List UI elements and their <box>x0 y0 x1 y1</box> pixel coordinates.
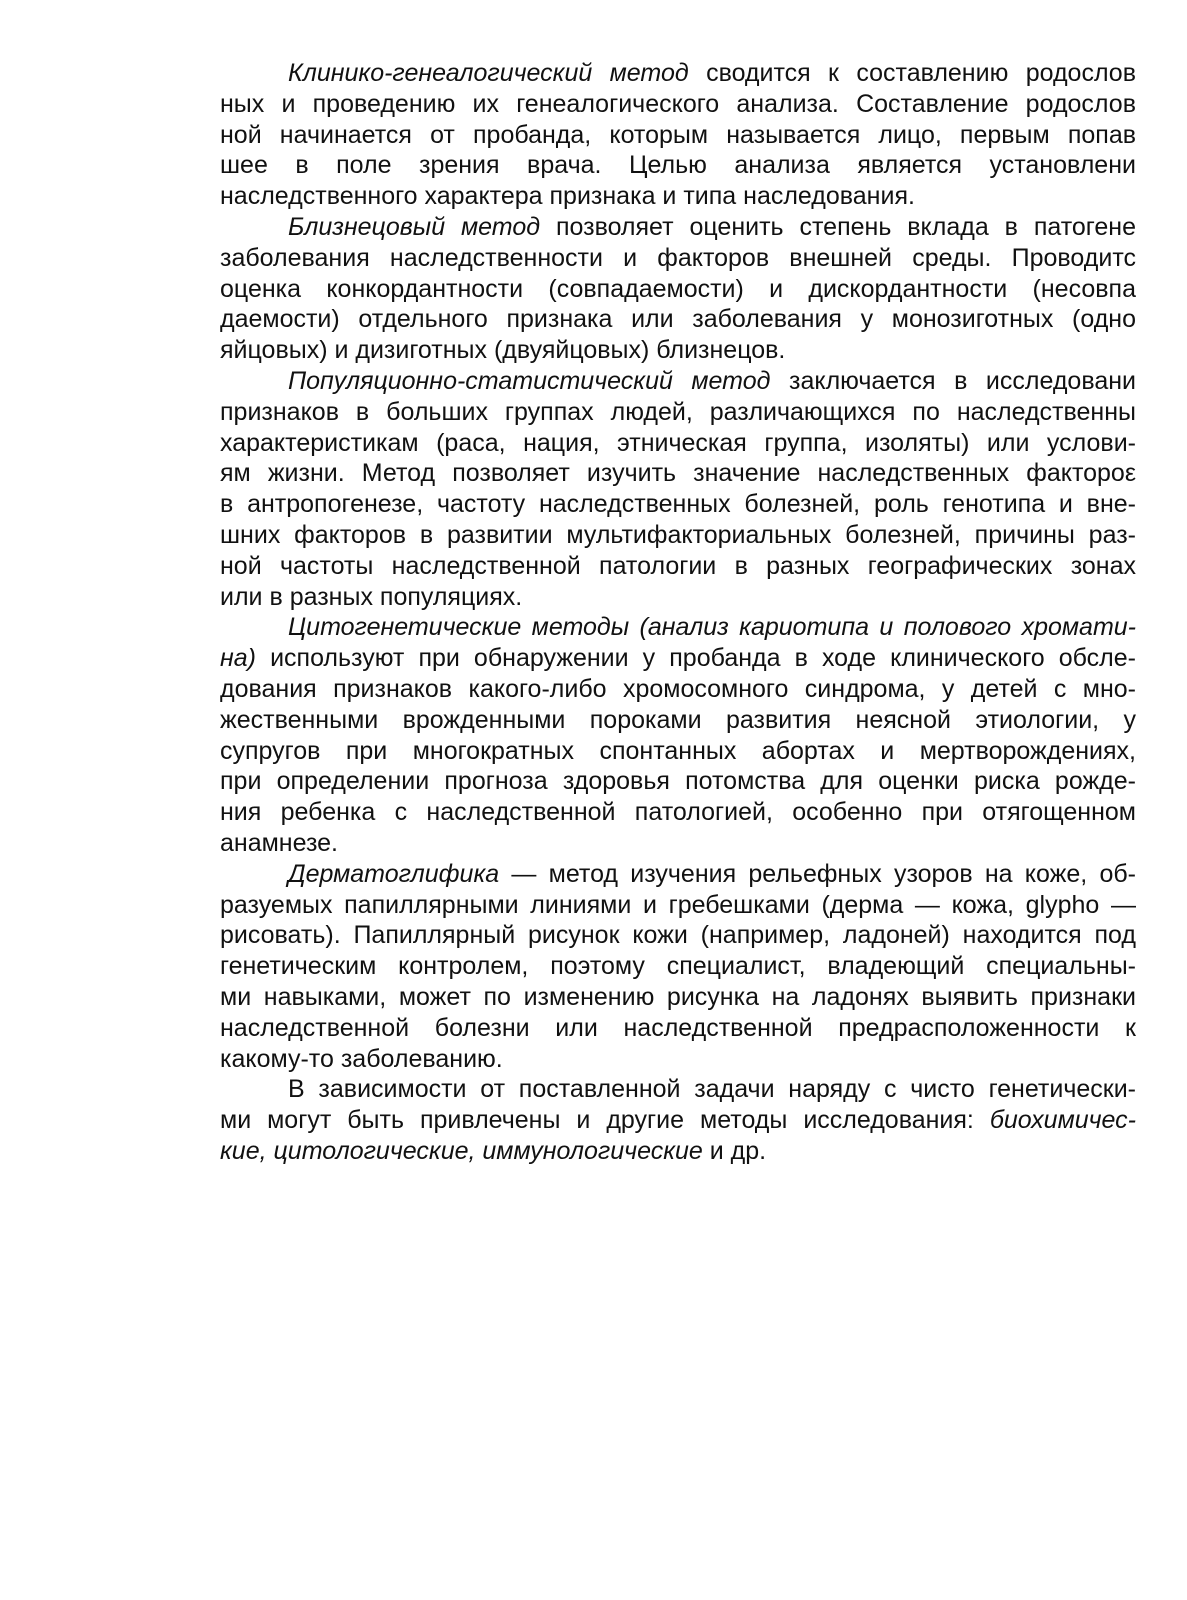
text-line <box>220 736 1136 767</box>
text-run: яйцовых) и дизиготных (двуяйцовых) близнецов. <box>220 336 786 365</box>
text-line <box>220 797 1136 828</box>
text-line <box>220 458 1136 489</box>
text-run: генетическим контролем, поэтому специалист, владеющий специальны- <box>220 952 1136 981</box>
text-line <box>220 1074 1136 1105</box>
paragraph <box>220 859 1136 1075</box>
italic-term: Близнецовый метод <box>288 212 541 241</box>
text-run: шее в поле зрения врача. Целью анализа является установлени <box>220 151 1136 180</box>
text-line <box>220 705 1136 736</box>
paragraph <box>220 58 1136 212</box>
text-line <box>220 1044 1136 1075</box>
italic-term: биохимичес- <box>989 1106 1136 1135</box>
body-text <box>220 58 1136 1167</box>
text-line <box>220 335 1136 366</box>
text-line <box>220 674 1136 705</box>
italic-term: Популяционно-статистический метод <box>288 366 771 395</box>
text-line <box>220 828 1136 859</box>
text-run: шних факторов в развитии мультифакториальных болезней, причины раз- <box>220 520 1136 549</box>
text-run: супругов при многократных спонтанных абортах и мертворождениях, <box>220 736 1136 765</box>
text-run: ной частоты наследственной патологии в разных географических зонах <box>220 551 1136 580</box>
text-line <box>220 304 1136 335</box>
text-run: характеристикам (раса, нация, этническая группа, изоляты) или услови- <box>220 428 1136 457</box>
text-run: оценка конкордантности (совпадаемости) и дискордантности (несовпа <box>220 274 1136 303</box>
text-line <box>220 366 1136 397</box>
text-run: даемости) отдельного признака или заболевания у монозиготных (одно <box>220 305 1136 334</box>
italic-term: Клинико-генеалогический метод <box>288 59 689 87</box>
text-line <box>220 1136 1136 1167</box>
text-line <box>220 428 1136 459</box>
text-run: ям жизни. Метод позволяет изучить значение наследственных фактороε <box>220 459 1136 488</box>
text-line <box>220 520 1136 551</box>
text-run: позволяет оценить степень вклада в патогене <box>540 212 1136 241</box>
text-run: наследственного характера признака и типа наследования. <box>220 182 915 211</box>
text-line <box>220 58 1136 89</box>
text-run: рисовать). Папиллярный рисунок кожи (например, ладоней) находится под <box>220 921 1136 950</box>
text-line <box>220 181 1136 212</box>
text-run: используют при обнаружении у пробанда в ходе клинического обсле- <box>256 644 1136 673</box>
text-line <box>220 89 1136 120</box>
text-run: ния ребенка с наследственной патологией, особенно при отягощенном <box>220 798 1136 827</box>
text-line <box>220 643 1136 674</box>
text-run: сводится к составлению родослов <box>688 59 1136 87</box>
text-run: в антропогенезе, частоту наследственных болезней, роль генотипа и вне- <box>220 490 1136 519</box>
text-line <box>220 982 1136 1013</box>
text-run: анамнезе. <box>220 828 338 857</box>
text-run: или в разных популяциях. <box>220 582 523 611</box>
text-run: разуемых папиллярными линиями и гребешками (дерма — кожа, glypho — <box>220 890 1136 919</box>
text-run: и др. <box>702 1136 767 1165</box>
text-run: ми навыками, может по изменению рисунка на ладонях выявить признаки <box>220 982 1136 1011</box>
text-run: — метод изучения рельефных узоров на коже, об- <box>499 859 1136 888</box>
text-line <box>220 951 1136 982</box>
text-line <box>220 150 1136 181</box>
text-run: наследственной болезни или наследственной предрасположенности к <box>220 1013 1136 1042</box>
text-run: дования признаков какого-либо хромосомного синдрома, у детей с мно- <box>220 674 1136 703</box>
text-run: ми могут быть привлечены и другие методы исследования: <box>220 1106 990 1135</box>
text-line <box>220 612 1136 643</box>
text-line <box>220 766 1136 797</box>
text-line <box>220 397 1136 428</box>
text-run: заключается в исследовани <box>770 366 1136 395</box>
text-line <box>220 243 1136 274</box>
italic-term: кие, цитологические, иммунологические <box>220 1136 703 1165</box>
paragraph <box>220 1074 1136 1166</box>
text-line <box>220 274 1136 305</box>
text-line <box>220 120 1136 151</box>
text-line <box>220 1105 1136 1136</box>
text-run: при определении прогноза здоровья потомства для оценки риска рожде- <box>220 767 1136 796</box>
italic-term: на) <box>220 644 256 673</box>
italic-term: Дерматоглифика <box>288 859 500 888</box>
paragraph <box>220 366 1136 612</box>
text-run: заболевания наследственности и факторов внешней среды. Проводитс <box>220 243 1136 272</box>
text-run: ных и проведению их генеалогического анализа. Составление родослов <box>220 89 1136 118</box>
text-line <box>220 859 1136 890</box>
text-run: ной начинается от пробанда, которым называется лицо, первым попав <box>220 120 1136 149</box>
italic-term: Цитогенетические методы (анализ кариотипа и полового хромати- <box>288 613 1136 642</box>
text-run: признаков в больших группах людей, различающихся по наследственны <box>220 397 1136 426</box>
text-line <box>220 920 1136 951</box>
paragraph <box>220 612 1136 858</box>
text-run: какому-то заболеванию. <box>220 1044 503 1073</box>
paragraph <box>220 212 1136 366</box>
text-line <box>220 1013 1136 1044</box>
text-run: жественными врожденными пороками развития неясной этиологии, у <box>220 705 1136 734</box>
text-line <box>220 489 1136 520</box>
text-run: В зависимости от поставленной задачи наряду с чисто генетически- <box>288 1075 1136 1104</box>
text-line <box>220 582 1136 613</box>
text-line <box>220 212 1136 243</box>
text-line <box>220 551 1136 582</box>
text-line <box>220 890 1136 921</box>
